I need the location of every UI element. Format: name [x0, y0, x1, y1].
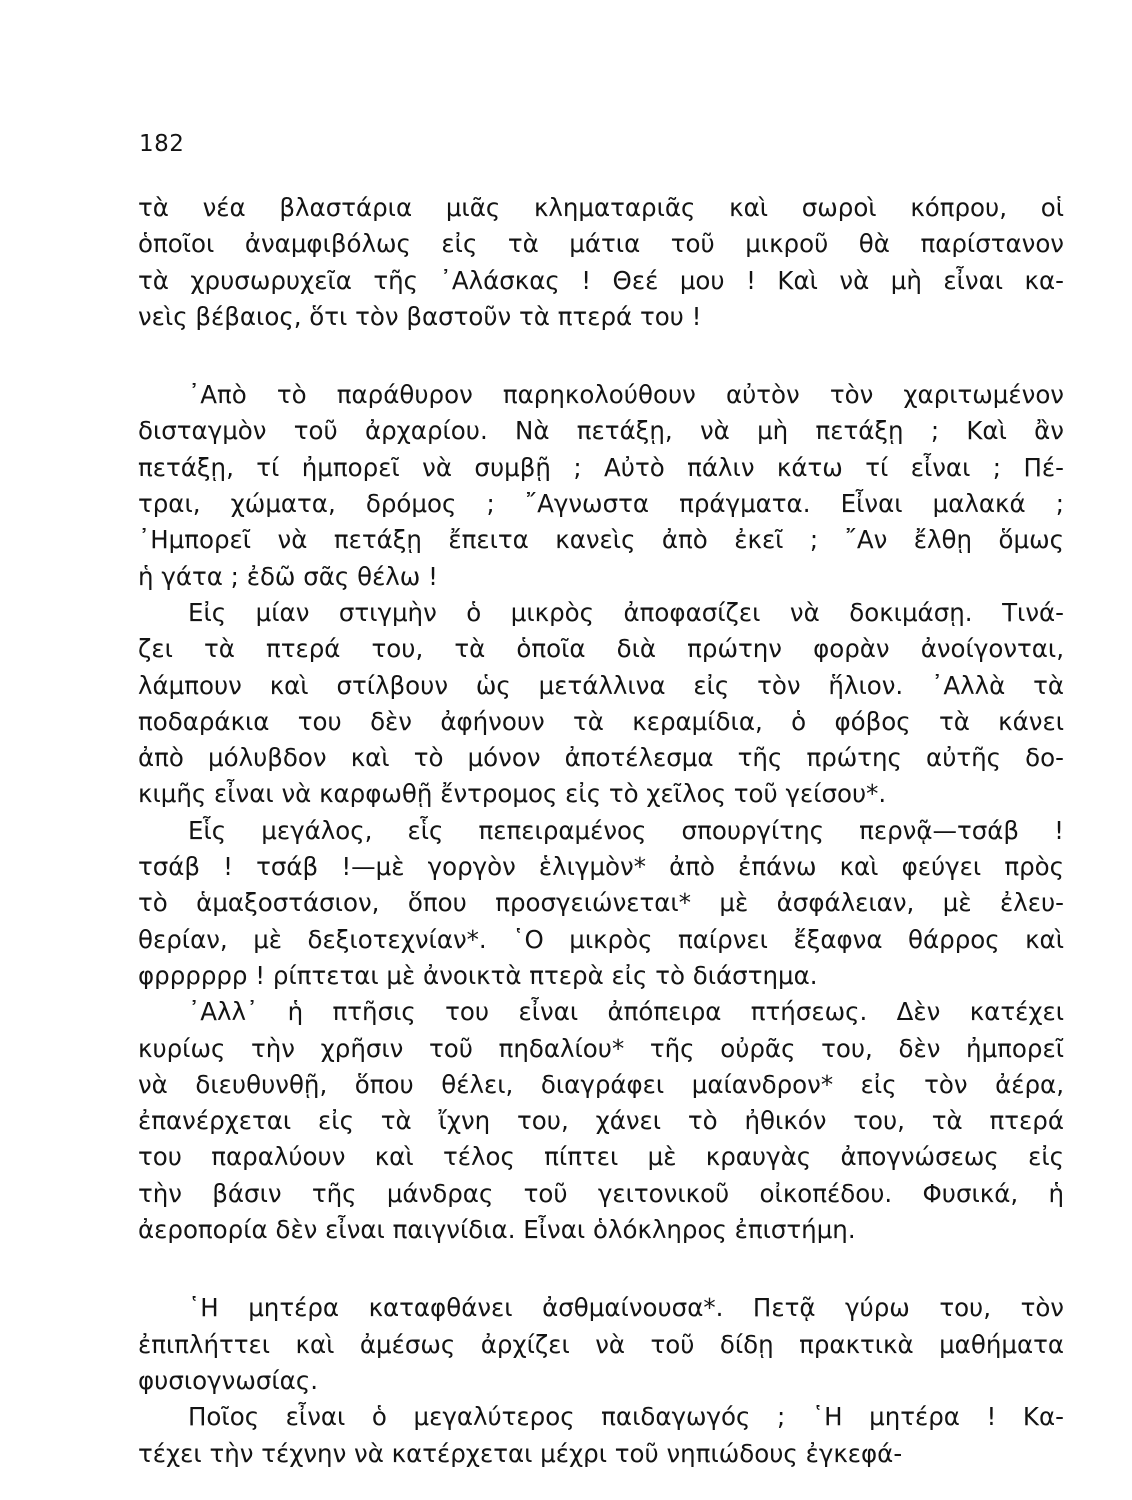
text-line: ζει τὰ πτερά του, τὰ ὁποῖα διὰ πρώτην φορὰν ἀνοίγονται, — [138, 634, 1064, 664]
paragraph — [138, 813, 1064, 994]
text-line: ᾿Ημπορεῖ νὰ πετάξῃ ἔπειτα κανεὶς ἀπὸ ἐκεῖ ; ῎Αν ἔλθῃ ὅμως — [138, 525, 1064, 555]
text-line: Εἰς μίαν στιγμὴν ὁ μικρὸς ἀποφασίζει νὰ δοκιμάσῃ. Τινά- — [188, 597, 1064, 627]
text-line: ἀεροπορία δὲν εἶναι παιγνίδια. Εἶναι ὁλόκληρος ἐπιστήμη. — [138, 1215, 856, 1245]
paragraph — [138, 595, 1064, 813]
paragraph-spacer — [138, 1248, 1064, 1290]
text-line: Εἷς μεγάλος, εἷς πεπειραμένος σπουργίτης περνᾷ—τσάβ ! — [188, 815, 1064, 845]
text-line: κυρίως τὴν χρῆσιν τοῦ πηδαλίου* τῆς οὐρᾶς του, δὲν ἠμπορεῖ — [138, 1033, 1064, 1063]
text-line: πετάξῃ, τί ἠμπορεῖ νὰ συμβῇ ; Αὐτὸ πάλιν κάτω τί εἶναι ; Πέ- — [138, 452, 1064, 482]
text-line: ἀπὸ μόλυβδον καὶ τὸ μόνον ἀποτέλεσμα τῆς πρώτης αὐτῆς δο- — [138, 743, 1064, 773]
text-line: ποδαράκια του δὲν ἀφήνουν τὰ κεραμίδια, ὁ φόβος τὰ κάνει — [138, 706, 1064, 736]
text-line: λάμπουν καὶ στίλβουν ὡς μετάλλινα εἰς τὸν ἥλιον. ᾿Αλλὰ τὰ — [138, 670, 1064, 700]
text-line: φυσιογνωσίας. — [138, 1365, 318, 1395]
paragraph — [138, 1399, 1064, 1472]
text-line: του παραλύουν καὶ τέλος πίπτει μὲ κραυγὰς ἀπογνώσεως εἰς — [138, 1142, 1064, 1172]
text-line: τὸ ἁμαξοστάσιον, ὅπου προσγειώνεται* μὲ ἀσφάλειαν, μὲ ἐλευ- — [138, 888, 1064, 918]
text-line: ἐπιπλήττει καὶ ἀμέσως ἀρχίζει νὰ τοῦ δίδῃ πρακτικὰ μαθήματα — [138, 1329, 1064, 1359]
text-line: ᾿Απὸ τὸ παράθυρον παρηκολούθουν αὐτὸν τὸν χαριτωμένον — [188, 380, 1064, 410]
text-line: φρρρρρρ ! ρίπτεται μὲ ἀνοικτὰ πτερὰ εἰς τὸ διάστημα. — [138, 960, 818, 990]
text-line: τὰ νέα βλαστάρια μιᾶς κληματαριᾶς καὶ σωροὶ κόπρου, οἱ — [138, 193, 1064, 222]
paragraph — [138, 377, 1064, 595]
text-line: ὁποῖοι ἀναμφιβόλως εἰς τὰ μάτια τοῦ μικροῦ θὰ παρίστανον — [138, 229, 1064, 259]
text-line: ἐπανέρχεται εἰς τὰ ἴχνη του, χάνει τὸ ἠθικόν του, τὰ πτερά — [138, 1106, 1064, 1136]
text-line: τὰ χρυσωρυχεῖα τῆς ᾿Αλάσκας ! Θεέ μου ! Καὶ νὰ μὴ εἶναι κα- — [138, 265, 1064, 295]
body-text — [138, 190, 1064, 1472]
text-line: Ποῖος εἶναι ὁ μεγαλύτερος παιδαγωγός ; ῾Η μητέρα ! Κα- — [188, 1402, 1064, 1432]
text-line: ᾿Αλλ᾿ ἡ πτῆσις του εἶναι ἀπόπειρα πτήσεως. Δὲν κατέχει — [188, 997, 1064, 1027]
text-line: θερίαν, μὲ δεξιοτεχνίαν*. ῾Ο μικρὸς παίρνει ἔξαφνα θάρρος καὶ — [138, 924, 1064, 954]
text-line: τσάβ ! τσάβ !—μὲ γοργὸν ἑλιγμὸν* ἀπὸ ἐπάνω καὶ φεύγει πρὸς — [138, 852, 1064, 882]
text-line: τὴν βάσιν τῆς μάνδρας τοῦ γειτονικοῦ οἰκοπέδου. Φυσικά, ἡ — [138, 1178, 1064, 1208]
text-line: τραι, χώματα, δρόμος ; ῎Αγνωστα πράγματα. Εἶναι μαλακά ; — [138, 489, 1064, 519]
paragraph-spacer — [138, 335, 1064, 377]
text-line: ἡ γάτα ; ἐδῶ σᾶς θέλω ! — [138, 561, 438, 591]
text-line: τέχει τὴν τέχνην νὰ κατέρχεται μέχρι τοῦ νηπιώδους ἐγκεφά- — [138, 1438, 903, 1468]
text-line: νεὶς βέβαιος, ὅτι τὸν βαστοῦν τὰ πτερά του ! — [138, 301, 702, 331]
text-line: κιμῆς εἶναι νὰ καρφωθῇ ἔντρομος εἰς τὸ χεῖλος τοῦ γείσου*. — [138, 779, 887, 809]
paragraph — [138, 994, 1064, 1248]
page-number: 182 — [139, 131, 185, 157]
paragraph — [138, 1290, 1064, 1399]
text-line: ῾Η μητέρα καταφθάνει ἀσθμαίνουσα*. Πετᾷ γύρω του, τὸν — [188, 1293, 1064, 1323]
text-line: δισταγμὸν τοῦ ἀρχαρίου. Νὰ πετάξῃ, νὰ μὴ πετάξῃ ; Καὶ ἂν — [138, 416, 1064, 446]
text-line: νὰ διευθυνθῇ, ὅπου θέλει, διαγράφει μαίανδρον* εἰς τὸν ἀέρα, — [138, 1069, 1064, 1099]
paragraph — [138, 190, 1064, 335]
